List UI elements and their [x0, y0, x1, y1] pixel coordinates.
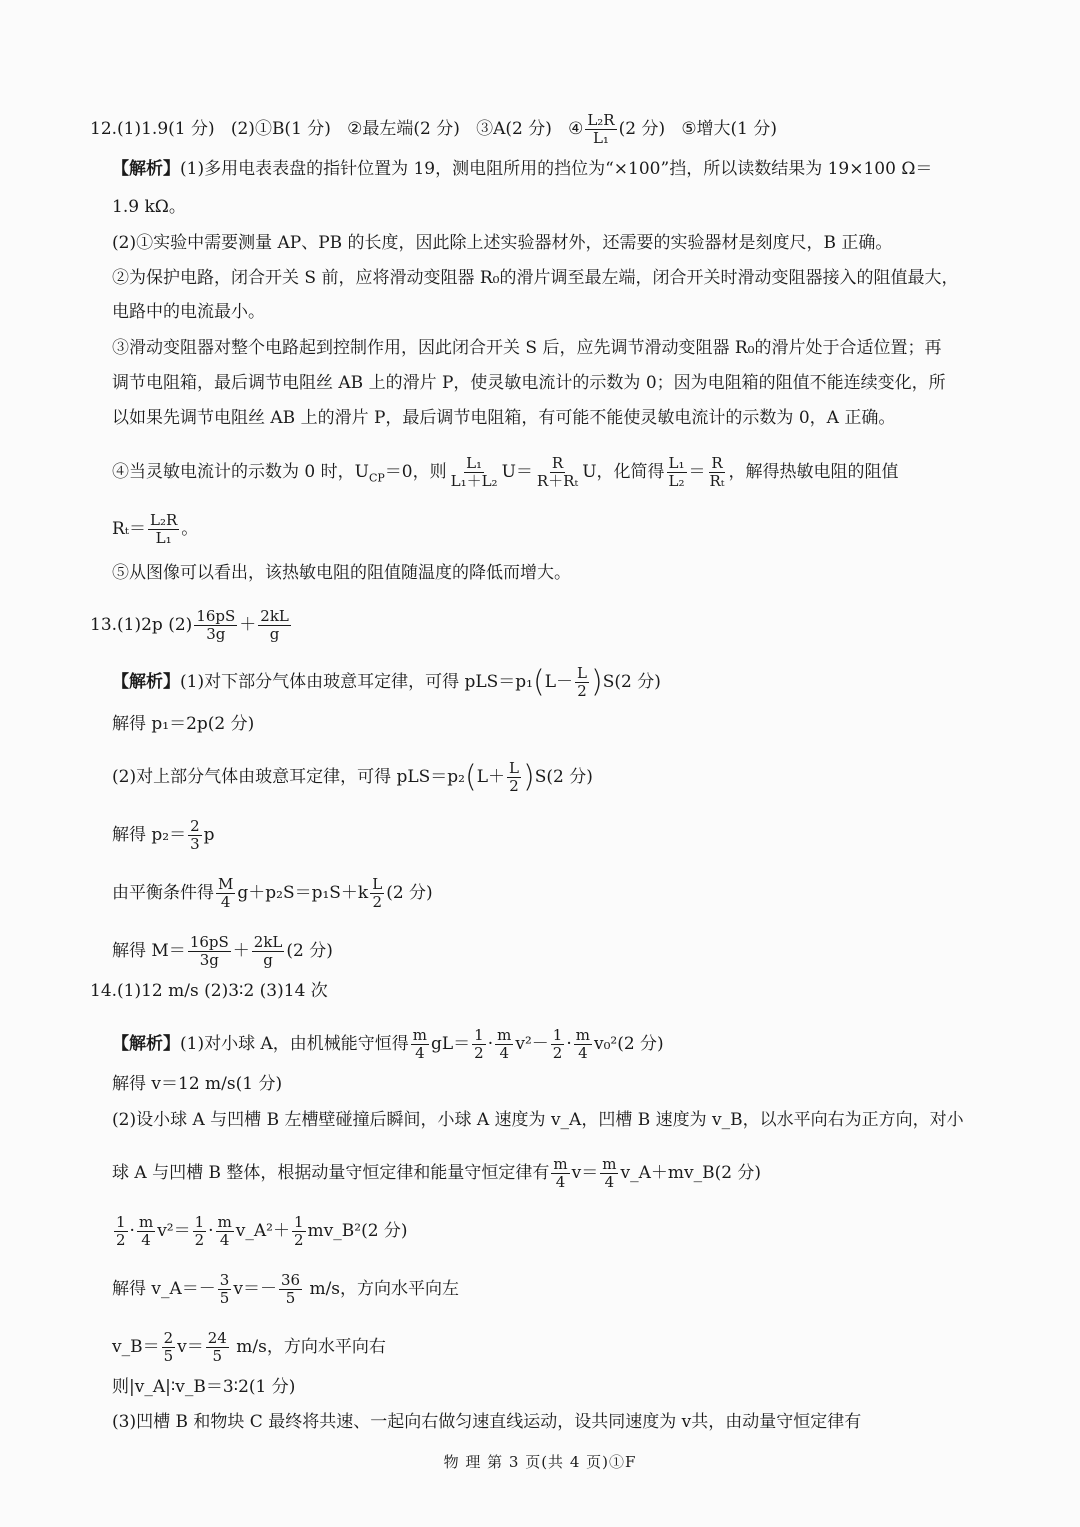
q12-p4c: 以如果先调节电阻丝 AB 上的滑片 P，最后调节电阻箱，有可能不能使灵敏电流计的示数为 0，A 正确。 [112, 408, 896, 428]
q12-ans-3: ②最左端(2 分) [347, 119, 460, 139]
fraction: $\frac{\text{L₂R}}{\text{L₁}}$ [150, 511, 178, 547]
q12-p4a: ③滑动变阻器对整个电路起到控制作用，因此闭合开关 S 后，应先调节滑动变阻器 R₀的滑片处于合适位置；再 [112, 338, 942, 358]
fraction: $\frac{m}{4}$ [217, 1213, 232, 1249]
fraction: $\frac{16pS}{3g}$ [189, 933, 229, 969]
q14-a7: v_B＝ $\frac{2}{5}$ v＝ $\frac{24}{5}$ m/s，方向水平向右 [112, 1329, 386, 1365]
fraction: $\frac{1}{2}$ [552, 1026, 563, 1062]
fraction: $\frac{1}{2}$ [294, 1213, 304, 1249]
fraction: $\frac{1}{2}$ [474, 1026, 484, 1062]
fraction: $\frac{L}{2}$ [509, 759, 519, 795]
q14-a6: 解得 v_A＝－ $\frac{3}{5}$ v＝－ $\frac{36}{5}$ m/s，方向水平向左 [112, 1271, 460, 1307]
left-paren: ( [465, 759, 477, 795]
q12-p7: ⑤从图像可以看出，该热敏电阻的阻值随温度的降低而增大。 [112, 563, 571, 583]
fraction: $\frac{R}{\text{R＋Rₜ}}$ [536, 454, 579, 490]
q14-a4: 球 A 与凹槽 B 整体，根据动量守恒定律和能量守恒定律有 $\frac{m}{4}$ v＝ $\frac{m}{4}$ v_A＋mv_B(2 分) [112, 1155, 762, 1191]
analysis-tag: 【解析】 [112, 1034, 180, 1054]
fraction: $\frac{16pS}{3g}$ [196, 607, 236, 643]
q12-p3a: ②为保护电路，闭合开关 S 前，应将滑动变阻器 R₀的滑片调至最左端，闭合开关时滑动变阻器接入的阻值最大， [112, 268, 959, 288]
fraction: $\frac{m}{4}$ [497, 1026, 512, 1062]
fraction: $\frac{\text{L₁}}{\text{L₂}}$ [668, 454, 685, 490]
q12-ans-5: ④ [568, 119, 584, 139]
q12-ans-7: ⑤增大(1 分) [681, 119, 778, 139]
q14-a1: 【解析】(1)对小球 A，由机械能守恒得 $\frac{m}{4}$ gL＝ $\frac{1}{2}$ · $\frac{m}{4}$ v²－ $\frac{1}{2}$ · $\frac{m}{4}$ v₀²(2 分) [112, 1026, 664, 1062]
fraction: $\frac{2}{5}$ [163, 1329, 174, 1365]
q13-a1: 【解析】(1)对下部分气体由玻意耳定律，可得 pLS＝p₁(L－ $\frac{L}{2}$ )S(2 分) [112, 664, 661, 700]
q12-p3b: 电路中的电流最小。 [112, 302, 265, 322]
q13-a2: 解得 p₁＝2p(2 分) [112, 714, 255, 734]
q12-p2: (2)①实验中需要测量 AP、PB 的长度，因此除上述实验器材外，还需要的实验器材是刻度尺，B 正确。 [112, 233, 893, 253]
q14-a8: 则|v_A|∶v_B＝3∶2(1 分) [112, 1377, 296, 1397]
q12-ans-6: (2 分) [618, 119, 666, 139]
fraction: $\frac{M}{4}$ [218, 875, 234, 911]
q12-p5: ④当灵敏电流计的示数为 0 时，$U_{CP}=0$，则 $\frac{\text{L₁}}{\text{L₁＋L₂}}$ U＝ $\frac{R}{\text{R＋Rₜ}}$ U，化简得 $\frac{\text{L₁}}{\text{L₂}}$ ＝ $\frac{R}{\text{Rₜ}}$ ，解得热敏电阻的阻值 [112, 454, 899, 490]
fraction: $\frac{m}{4}$ [553, 1155, 568, 1191]
q14-a3: (2)设小球 A 与凹槽 B 左槽壁碰撞后瞬间，小球 A 速度为 v_A，凹槽 B 速度为 v_B，以水平向右为正方向，对小 [112, 1110, 964, 1130]
fraction: $\frac{2kL}{g}$ [260, 607, 289, 643]
q14-a2: 解得 v＝12 m/s(1 分) [112, 1074, 283, 1094]
right-paren: ) [590, 664, 603, 700]
q12-ans-2: (2)①B(1 分) [230, 119, 331, 139]
q12-p6: Rₜ＝ $\frac{\text{L₂R}}{\text{L₁}}$ 。 [112, 511, 199, 547]
q12-p4b: 调节电阻箱，最后调节电阻丝 AB 上的滑片 P，使灵敏电流计的示数为 0；因为电阻箱的阻值不能连续变化，所 [112, 373, 946, 393]
fraction: $\frac{R}{\text{Rₜ}}$ [709, 454, 725, 490]
q14-a9: (3)凹槽 B 和物块 C 最终将共速、一起向右做匀速直线运动，设共同速度为 v共，由动量守恒定律有 [112, 1412, 862, 1432]
q12-ans-4: ③A(2 分) [476, 119, 552, 139]
q12-ans-1: 12.(1)1.9(1 分) [90, 119, 215, 139]
fraction: $\frac{m}{4}$ [412, 1026, 427, 1062]
q13-a5: 由平衡条件得 $\frac{M}{4}$ g＋p₂S＝p₁S＋k $\frac{L}{2}$ (2 分) [112, 875, 433, 911]
fraction: $\frac{\text{L₁}}{\text{L₁＋L₂}}$ [450, 454, 498, 490]
fraction: $\frac{m}{4}$ [575, 1026, 590, 1062]
fraction: $\frac{L}{2}$ [577, 664, 587, 700]
page-footer: 物 理 第 3 页(共 4 页)①F [443, 1453, 637, 1471]
q12-answer [90, 112, 777, 147]
analysis-tag: 【解析】 [112, 159, 180, 179]
fraction: $\frac{\text{L₂R}}{\text{L₁}}$ [587, 111, 615, 147]
left-paren: ( [533, 664, 545, 700]
fraction: $\frac{L}{2}$ [372, 875, 383, 911]
fraction: $\frac{36}{5}$ [280, 1271, 301, 1307]
q13-a6: 解得 M＝ $\frac{16pS}{3g}$ ＋ $\frac{2kL}{g}$ (2 分) [112, 933, 333, 969]
fraction: $\frac{m}{4}$ [138, 1213, 154, 1249]
right-paren: ) [522, 759, 535, 795]
fraction: $\frac{3}{5}$ [219, 1271, 230, 1307]
q14-answer: 14.(1)12 m/s (2)3∶2 (3)14 次 [90, 981, 328, 1001]
analysis-tag: 【解析】 [112, 672, 180, 692]
q14-a5: $\frac{1}{2}$ · $\frac{m}{4}$ v²＝ $\frac{1}{2}$ · $\frac{m}{4}$ v_A²＋ $\frac{1}{2}$ mv_B²(2 分) [116, 1213, 408, 1249]
q13-answer: 13.(1)2p (2) $\frac{16pS}{3g}$ ＋ $\frac{2kL}{g}$ [90, 607, 289, 643]
q13-a3: (2)对上部分气体由玻意耳定律，可得 pLS＝p₂(L＋ $\frac{L}{2}$ )S(2 分) [112, 759, 593, 795]
q13-a4: 解得 p₂＝ $\frac{2}{3}$ p [112, 817, 215, 853]
q12-p1a: 【解析】(1)多用电表表盘的指针位置为 19，测电阻所用的挡位为“×100”挡，所以读数结果为 19×100 Ω＝ [112, 159, 933, 179]
q12-p1b: 1.9 kΩ。 [112, 197, 186, 217]
fraction: $\frac{2}{3}$ [190, 817, 200, 853]
fraction: $\frac{m}{4}$ [602, 1155, 617, 1191]
fraction: $\frac{2kL}{g}$ [253, 933, 283, 969]
fraction: $\frac{24}{5}$ [207, 1329, 227, 1365]
fraction: $\frac{1}{2}$ [194, 1213, 205, 1249]
fraction: $\frac{1}{2}$ [116, 1213, 126, 1249]
